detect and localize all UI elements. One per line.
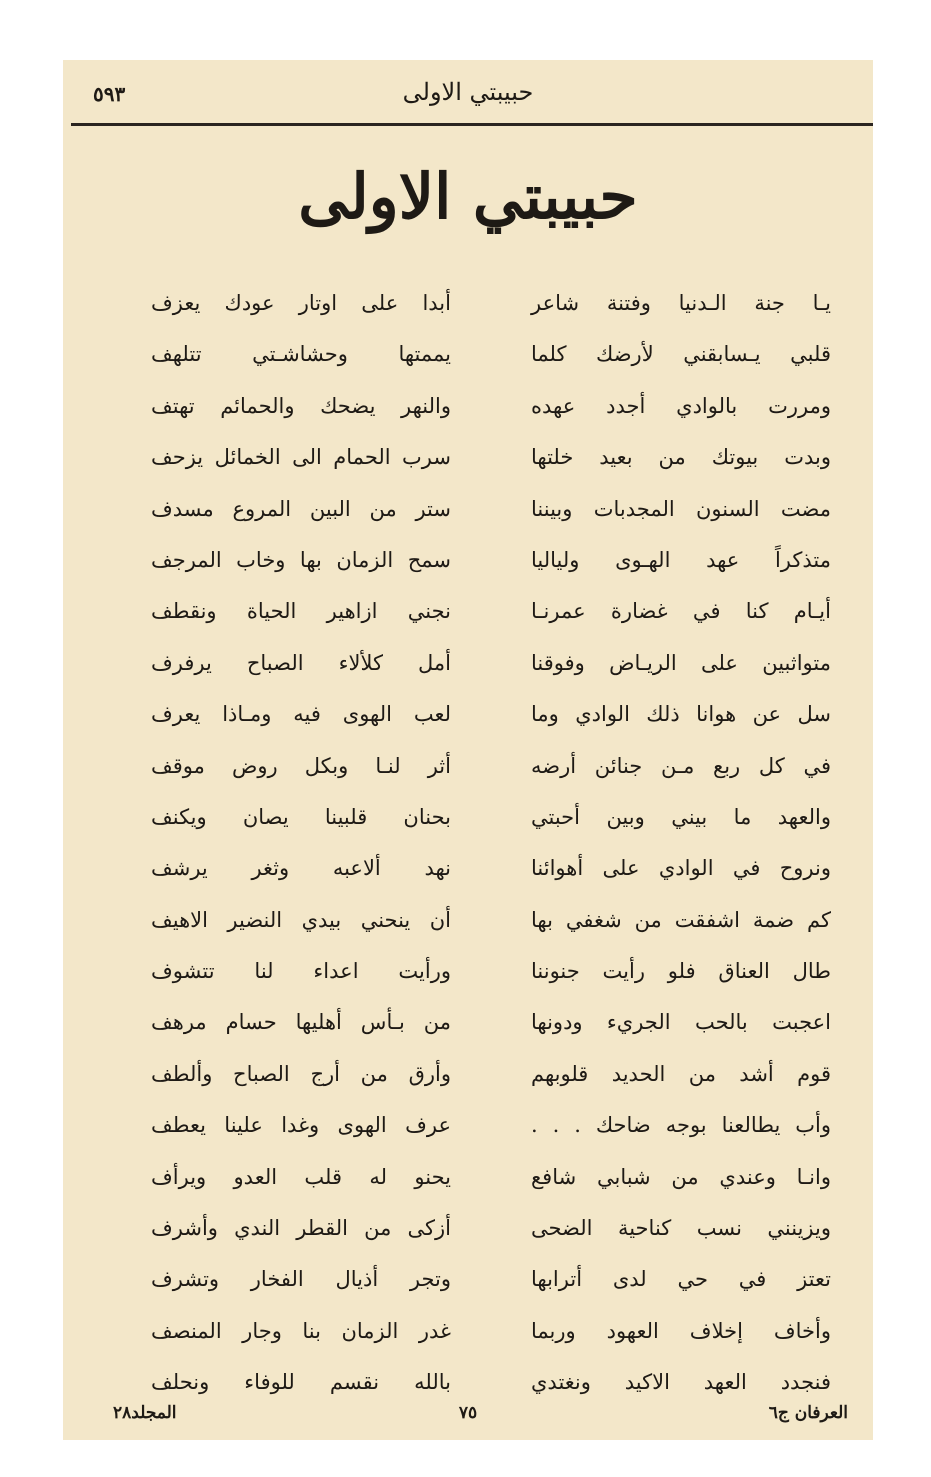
verse-hemistich-left: بحنان قلبينا يصان ويكنف — [151, 804, 451, 829]
verse-hemistich-right: تعتز في حي لدى أترابها — [531, 1267, 831, 1292]
verse-hemistich-left: والنهر يضحك والحمائم تهتف — [151, 393, 451, 418]
verse-hemistich-right: ويزينني نسب كناحية الضحى — [531, 1216, 831, 1241]
verse-hemistich-left: من بـأس أهليها حسام مرهف — [151, 1010, 451, 1035]
verse-hemistich-left: سمح الزمان بها وخاب المرجف — [151, 547, 451, 572]
verse-hemistich-left: عرف الهوى وغدا علينا يعطف — [151, 1113, 451, 1138]
verse-hemistich-left: وتجر أذيال الفخار وتشرف — [151, 1267, 451, 1292]
verse-hemistich-left: نجني ازاهير الحياة ونقطف — [151, 599, 451, 624]
verse-hemistich-right: وانـا وعندي من شبابي شافع — [531, 1164, 831, 1189]
verse-hemistich-right: متذكراً عهد الهـوى ولياليا — [531, 547, 831, 572]
verse-hemistich-left: وأرق من أرج الصباح وألطف — [151, 1061, 451, 1086]
verse-hemistich-left: ستر من البين المروع مسدف — [151, 496, 451, 521]
journal-issue: العرفان ج٦ — [768, 1403, 848, 1423]
page-footer — [63, 1403, 873, 1433]
verse-hemistich-right: طال العناق فلو رأيت جنوننا — [531, 959, 831, 984]
verse-hemistich-right: كم ضمة اشفقت من شغفي بها — [531, 907, 831, 932]
page-header — [63, 60, 873, 128]
verse-hemistich-right: متواثبين على الريـاض وفوقنا — [531, 650, 831, 675]
verse-hemistich-right: اعجبت بالحب الجريء ودونها — [531, 1010, 831, 1035]
verse-hemistich-right: ومررت بالوادي أجدد عهده — [531, 393, 831, 418]
verse-hemistich-right: يـا جنة الـدنيا وفتنة شاعر — [531, 291, 831, 315]
verse-hemistich-right: سل عن هوانا ذلك الوادي وما — [531, 702, 831, 727]
verse-hemistich-left: أبدا على اوتار عودك يعزف — [151, 291, 451, 315]
verse-hemistich-left: ورأيت اعداء لنا تتشوف — [151, 959, 451, 984]
verse-hemistich-left: نهد ألاعبه وثغر يرشف — [151, 856, 451, 881]
poem-title: حبيبتي الاولى — [298, 160, 638, 233]
verse-hemistich-left: أزكى من القطر الندي وأشرف — [151, 1216, 451, 1241]
verse-hemistich-right: فنجدد العهد الاكيد ونغتدي — [531, 1370, 831, 1395]
verse-hemistich-left: أثر لنـا وبكل روض موقف — [151, 753, 451, 778]
running-title: حبيبتي الاولى — [402, 78, 534, 106]
page-number: ٥٩٣ — [93, 82, 126, 106]
header-rule — [71, 123, 873, 126]
verse-hemistich-right: أيـام كنا في غضارة عمرنـا — [531, 599, 831, 624]
verse-hemistich-right: والعهد ما بيني وبين أحبتي — [531, 804, 831, 829]
verse-hemistich-right: في كل ربع مـن جنائن أرضه — [531, 753, 831, 778]
verse-hemistich-left: أن ينحني بيدي النضير الاهيف — [151, 907, 451, 932]
verse-hemistich-right: وأب يطالعنا بوجه ضاحك . . . — [531, 1113, 831, 1138]
folio-number: ٧٥ — [458, 1403, 478, 1423]
left-verse-column — [151, 278, 451, 1409]
verse-hemistich-left: يحنو له قلب العدو ويرأف — [151, 1164, 451, 1189]
right-verse-column — [531, 278, 831, 1409]
verse-hemistich-left: بالله نقسم للوفاء ونحلف — [151, 1370, 451, 1395]
verse-hemistich-left: غدر الزمان بنا وجار المنصف — [151, 1318, 451, 1343]
verse-hemistich-right: مضت السنون المجدبات وبيننا — [531, 496, 831, 521]
journal-page — [63, 60, 873, 1440]
verse-hemistich-right: قلبي يـسابقني لأرضك كلما — [531, 342, 831, 367]
verse-hemistich-left: سرب الحمام الى الخمائل يزحف — [151, 445, 451, 470]
verse-hemistich-left: لعب الهوى فيه ومـاذا يعرف — [151, 702, 451, 727]
volume-number: المجلد٢٨ — [113, 1403, 177, 1423]
verse-hemistich-left: أمل كلألاء الصباح يرفرف — [151, 650, 451, 675]
verse-hemistich-right: وبدت بيوتك من بعيد خلتها — [531, 445, 831, 470]
verse-hemistich-right: قوم أشد من الحديد قلوبهم — [531, 1061, 831, 1086]
verse-hemistich-right: ونروح في الوادي على أهوائنا — [531, 856, 831, 881]
verse-hemistich-right: وأخاف إخلاف العهود وربما — [531, 1318, 831, 1343]
verse-hemistich-left: يممتها وحشاشـتي تتلهف — [151, 342, 451, 367]
